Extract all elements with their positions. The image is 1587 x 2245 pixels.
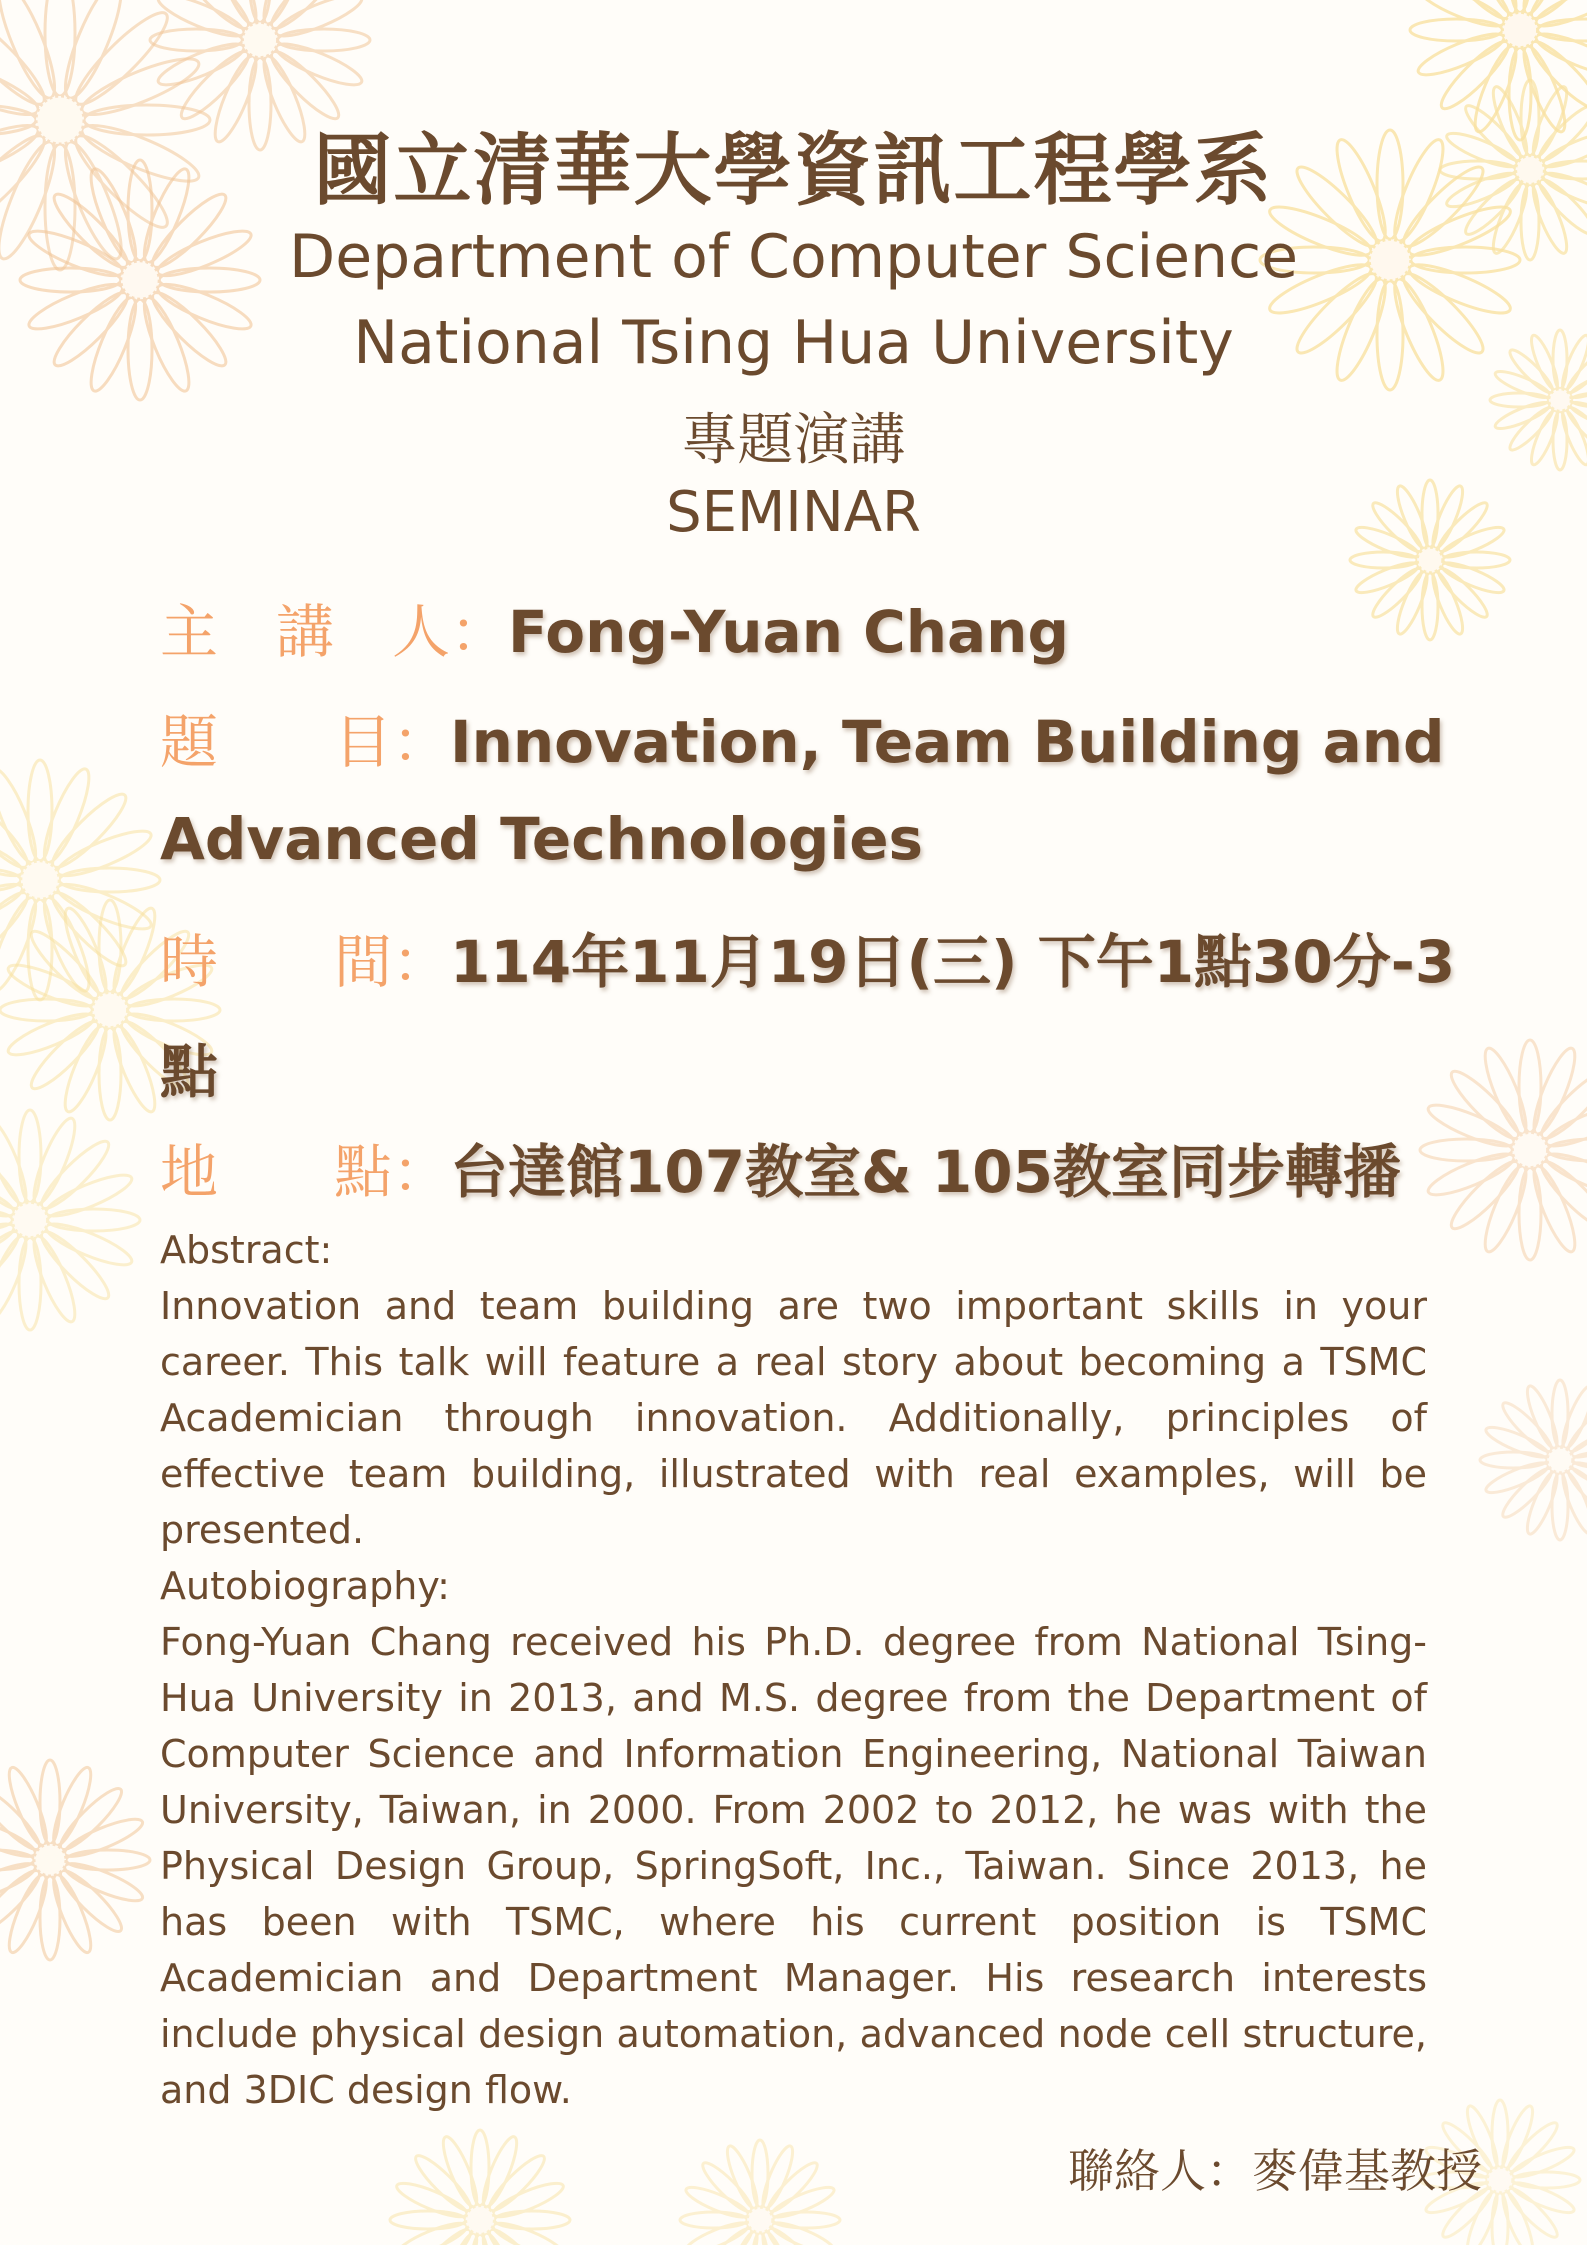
- contact-person: 聯絡人：麥偉基教授: [1068, 2144, 1482, 2198]
- place-value: 台達館107教室& 105教室同步轉播: [450, 1138, 1401, 1206]
- topic-row: [160, 695, 1445, 779]
- speaker-name: Fong-Yuan Chang: [508, 598, 1069, 666]
- department-title-en: Department of Computer Science: [289, 222, 1298, 292]
- seminar-title-en: SEMINAR: [666, 480, 921, 545]
- abstract-heading: Abstract:: [160, 1228, 333, 1272]
- time-label: 時 間：: [160, 928, 451, 996]
- seminar-title-zh: 專題演講: [681, 408, 906, 473]
- time-line-2: 點: [160, 1038, 219, 1106]
- abstract-text: Innovation and team building are two important skills in your career. This talk will feature a real story about becoming a TSMC Academician through innovation. Additionally, principles of effective team building, illustrated with real examples, will be presented.: [160, 1284, 1427, 1552]
- autobiography-heading: Autobiography:: [160, 1564, 450, 1608]
- speaker-label: 主 講 人：: [160, 598, 509, 666]
- time-line-1: 114年11月19日(三) 下午1點30分-3: [450, 928, 1456, 996]
- speaker-row: [160, 585, 1069, 669]
- autobiography-text: Fong-Yuan Chang received his Ph.D. degree from National Tsing-Hua University in 2013, and M.S. degree from the Department of Computer Science and Information Engineering, National Taiwan University, Taiwan, in 2000. From 2002 to 2012, he was with the Physical Design Group, SpringSoft, Inc., Taiwan. Since 2013, he has been with TSMC, where his current position is TSMC Academician and Department Manager. His research interests include physical design automation, advanced node cell structure, and 3DIC design flow.: [160, 1620, 1427, 2112]
- topic-line-1: Innovation, Team Building and: [450, 708, 1445, 776]
- abstract-section: [160, 1222, 1427, 2118]
- university-title-en: National Tsing Hua University: [353, 308, 1234, 378]
- place-row: [160, 1125, 1401, 1209]
- department-title-zh: 國立清華大學資訊工程學系: [313, 126, 1274, 216]
- place-label: 地 點：: [160, 1138, 451, 1206]
- topic-label: 題 目：: [160, 708, 451, 776]
- topic-line-2: Advanced Technologies: [160, 805, 924, 873]
- time-row: [160, 915, 1455, 999]
